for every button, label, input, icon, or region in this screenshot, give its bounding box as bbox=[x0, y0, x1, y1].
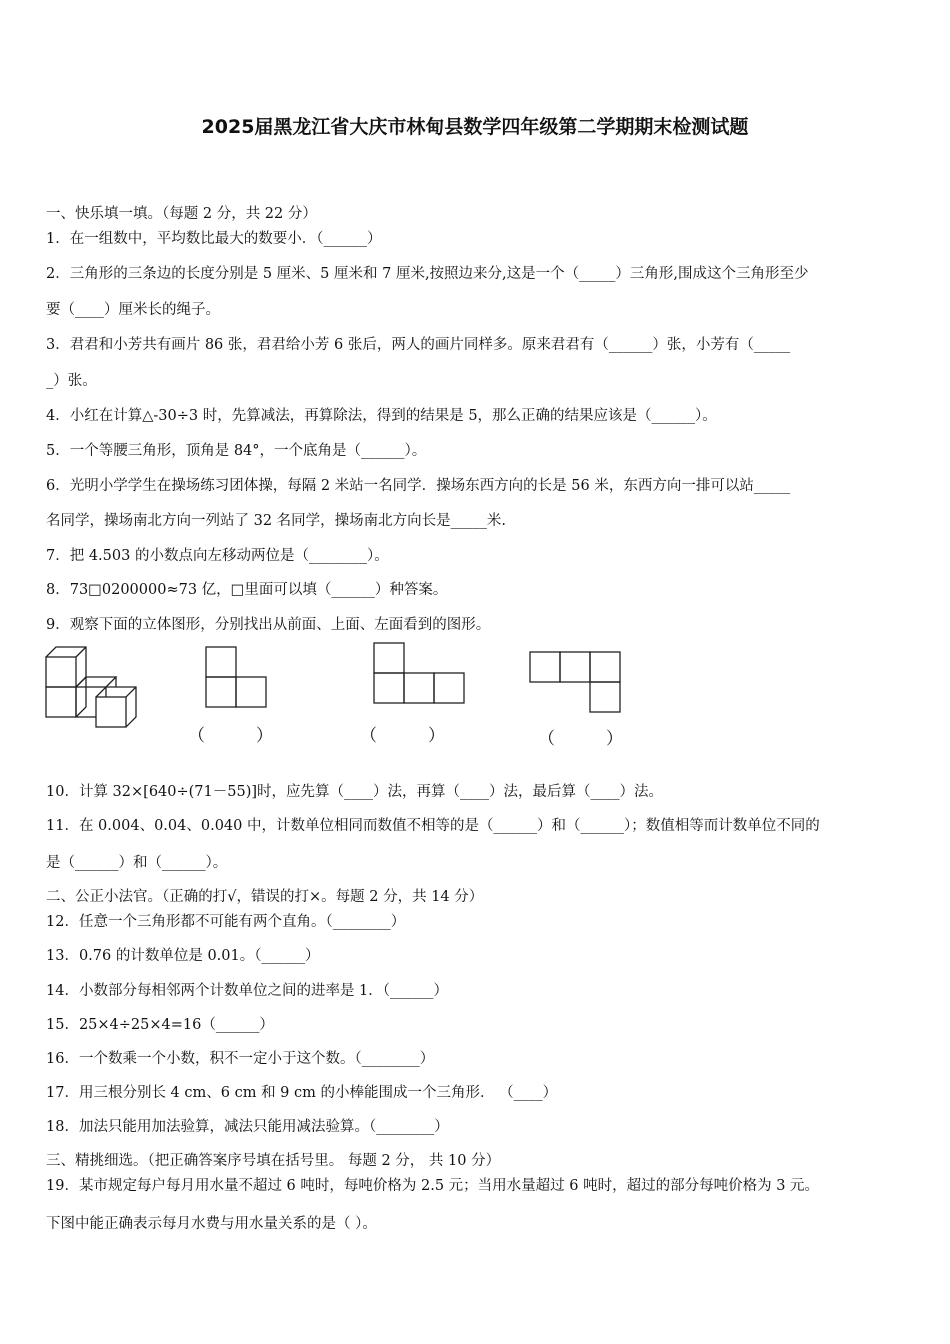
question-5: 5．一个等腰三角形，顶角是 84°，一个底角是（______）。 bbox=[46, 443, 427, 459]
view-option-a bbox=[204, 645, 268, 709]
question-17: 17．用三根分别长 4 cm、6 cm 和 9 cm 的小棒能围成一个三角形． （____） bbox=[46, 1085, 558, 1101]
question-8: 8．73□0200000≈73 亿，□里面可以填（______）种答案。 bbox=[46, 582, 448, 598]
question-6-line-1: 6．光明小学学生在操场练习团体操，每隔 2 米站一名同学．操场东西方向的长是 56 米，东西方向一排可以站_____ bbox=[46, 478, 791, 494]
question-10: 10．计算 32×[640÷(71－55)]时，应先算（____）法，再算（____）法，最后算（____）法。 bbox=[46, 784, 664, 800]
question-1: 1．在一组数中，平均数比最大的数要小．（______） bbox=[46, 231, 382, 247]
question-15: 15．25×4÷25×4=16（______） bbox=[46, 1017, 274, 1033]
cube-stack-figure bbox=[44, 644, 152, 730]
view-option-c bbox=[528, 650, 622, 714]
question-6-line-2: 名同学，操场南北方向一列站了 32 名同学，操场南北方向长是_____米. bbox=[46, 513, 507, 529]
question-2-line-2: 要（____）厘米长的绳子。 bbox=[46, 302, 220, 318]
question-19-line-1: 19．某市规定每户每月用水量不超过 6 吨时，每吨价格为 2.5 元；当用水量超过 6 吨时，超过的部分每吨价格为 3 元。 bbox=[46, 1178, 820, 1194]
question-2-line-1: 2．三角形的三条边的长度分别是 5 厘米、5 厘米和 7 厘米,按照边来分,这是一个（_____）三角形,围成这个三角形至少 bbox=[46, 266, 809, 282]
question-3-line-2: _）张。 bbox=[46, 373, 97, 389]
answer-paren-c: （ ） bbox=[538, 729, 623, 749]
section-heading-3: 三、精挑细选。（把正确答案序号填在括号里。 每题 2 分， 共 10 分） bbox=[46, 1153, 501, 1169]
question-13: 13．0.76 的计数单位是 0.01。（______） bbox=[46, 948, 320, 964]
question-14: 14．小数部分每相邻两个计数单位之间的进率是 1．（______） bbox=[46, 983, 449, 999]
question-3-line-1: 3．君君和小芳共有画片 86 张，君君给小芳 6 张后，两人的画片同样多。原来君君有（______）张，小芳有（_____ bbox=[46, 337, 791, 353]
page-title: 2025届黑龙江省大庆市林甸县数学四年级第二学期期末检测试题 bbox=[201, 116, 749, 138]
section-heading-1: 一、快乐填一填。（每题 2 分，共 22 分） bbox=[46, 206, 317, 222]
question-19-line-2: 下图中能正确表示每月水费与用水量关系的是（ ）。 bbox=[46, 1216, 377, 1232]
question-18: 18．加法只能用加法验算，减法只能用减法验算。（________） bbox=[46, 1119, 449, 1135]
view-option-b bbox=[372, 641, 466, 705]
answer-paren-b: （ ） bbox=[360, 726, 445, 746]
question-11-line-1: 11．在 0.004、0.04、0.040 中，计数单位相同而数值不相等的是（______）和（______）；数值相等而计数单位不同的 bbox=[46, 818, 820, 834]
section-heading-2: 二、公正小法官。（正确的打√，错误的打×。每题 2 分，共 14 分） bbox=[46, 889, 484, 905]
question-16: 16．一个数乘一个小数，积不一定小于这个数。（________） bbox=[46, 1051, 435, 1067]
question-12: 12．任意一个三角形都不可能有两个直角。（________） bbox=[46, 914, 406, 930]
question-7: 7．把 4.503 的小数点向左移动两位是（________）。 bbox=[46, 548, 389, 564]
answer-paren-a: （ ） bbox=[188, 726, 273, 746]
question-11-line-2: 是（______）和（______）。 bbox=[46, 855, 228, 871]
question-4: 4．小红在计算△-30÷3 时，先算减法，再算除法，得到的结果是 5，那么正确的结果应该是（______）。 bbox=[46, 408, 717, 424]
question-9: 9．观察下面的立体图形，分别找出从前面、上面、左面看到的图形。 bbox=[46, 617, 491, 633]
